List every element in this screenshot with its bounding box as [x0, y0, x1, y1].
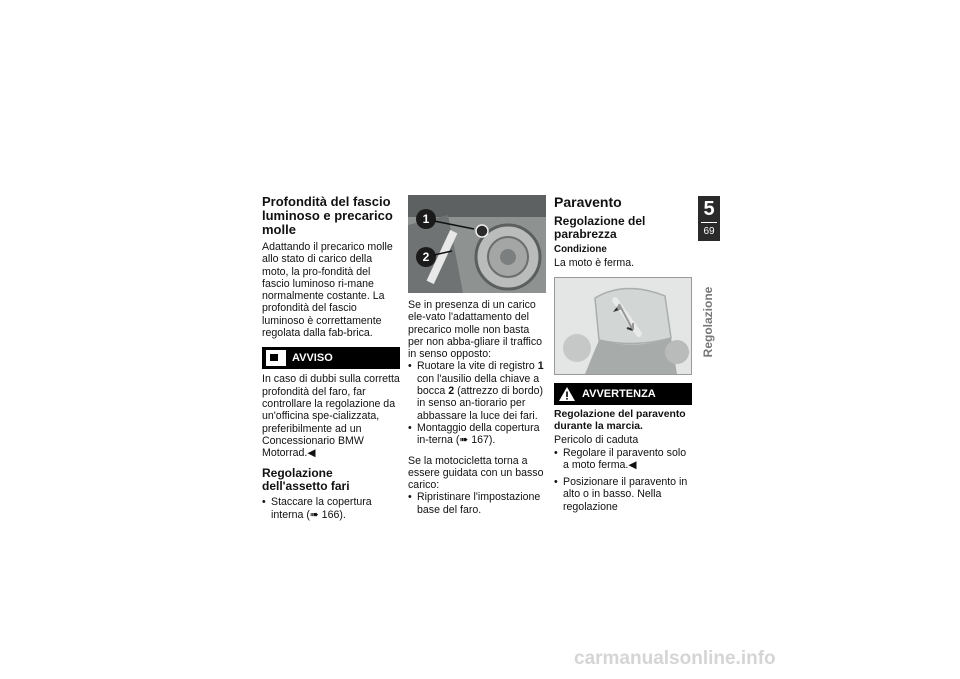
notice-icon — [266, 350, 286, 366]
steps-list-2 — [408, 360, 546, 446]
steps-list-5 — [554, 476, 692, 513]
chapter-number: 5 — [703, 198, 715, 220]
steps-list-3 — [408, 491, 546, 516]
column-3 — [554, 195, 692, 521]
heading-windshield-adjust: Regolazione del parabrezza — [554, 214, 646, 241]
warning-risk: Pericolo di caduta — [554, 434, 639, 447]
paragraph-intro: Adattando il precarico molle allo stato di carico della moto, la pro-fondità del fascio luminoso ri-mane normalmente costante. La profondità del fascio luminoso è correttamente regolata dalla fab-brica. — [262, 241, 393, 340]
callout-1: 1 — [422, 212, 430, 226]
chapter-side-label — [688, 286, 728, 358]
notice-label: AVVISO — [292, 352, 333, 365]
list-item: • Posizionare il paravento in alto o in basso. Nella regolazione — [554, 476, 692, 513]
paragraph-low-load: Se la motocicletta torna a essere guidata con un basso carico: — [408, 454, 544, 492]
column-1 — [262, 195, 400, 529]
windshield-illustration — [555, 278, 691, 374]
list-item: • Staccare la copertura interna (➠ 166). — [262, 496, 400, 521]
warning-title: Regolazione del paravento durante la marcia. — [554, 409, 686, 433]
notice-text: In caso di dubbi sulla corretta profondità del faro, far controllare la regolazione da un'officina spe-cializzata, preferibilmente ad un Concessionario BMW Motorrad.◀ — [262, 373, 400, 460]
column-2 — [408, 195, 546, 524]
watermark-text: carmanualsonline.info — [574, 648, 776, 669]
steps-list-4 — [554, 447, 692, 472]
chapter-tab — [698, 196, 720, 241]
chapter-title: Regolazione — [701, 286, 715, 358]
list-item: • Ripristinare l'impostazione base del faro. — [408, 491, 546, 516]
list-item: • Ruotare la vite di registro 1 con l'ausilio della chiave a bocca 2 (attrezzo di bordo) in senso an-tiorario per abbassare la luce dei fari. — [408, 360, 546, 421]
warning-label: AVVERTENZA — [582, 388, 656, 401]
heading-windshield: Paravento — [554, 194, 622, 210]
condition-label: Condizione — [554, 244, 607, 255]
warning-triangle-icon — [558, 386, 576, 402]
list-item: • Montaggio della copertura in-terna (➠ 167). — [408, 422, 546, 447]
steps-list-1 — [262, 496, 400, 521]
notice-header — [262, 347, 400, 369]
condition-text: La moto è ferma. — [554, 257, 635, 269]
callout-2: 2 — [422, 250, 430, 264]
headlight-photo-illustration — [408, 195, 546, 293]
list-item: • Regolare il paravento solo a moto ferma.◀ — [554, 447, 692, 472]
page-number: 69 — [703, 226, 715, 237]
tab-divider — [701, 222, 717, 223]
warning-header — [554, 383, 692, 405]
headlight-adjust-figure — [408, 195, 546, 293]
heading-headlight-depth: Profondità del fascio luminoso e precarico molle — [262, 194, 393, 237]
windshield-figure — [554, 277, 692, 375]
paragraph-heavy-load: Se in presenza di un carico ele-vato l'adattamento del precarico molle non basta per non abba-gliare il traffico in senso opposto: — [408, 299, 543, 361]
heading-headlight-adjust: Regolazione dell'assetto fari — [262, 466, 350, 494]
